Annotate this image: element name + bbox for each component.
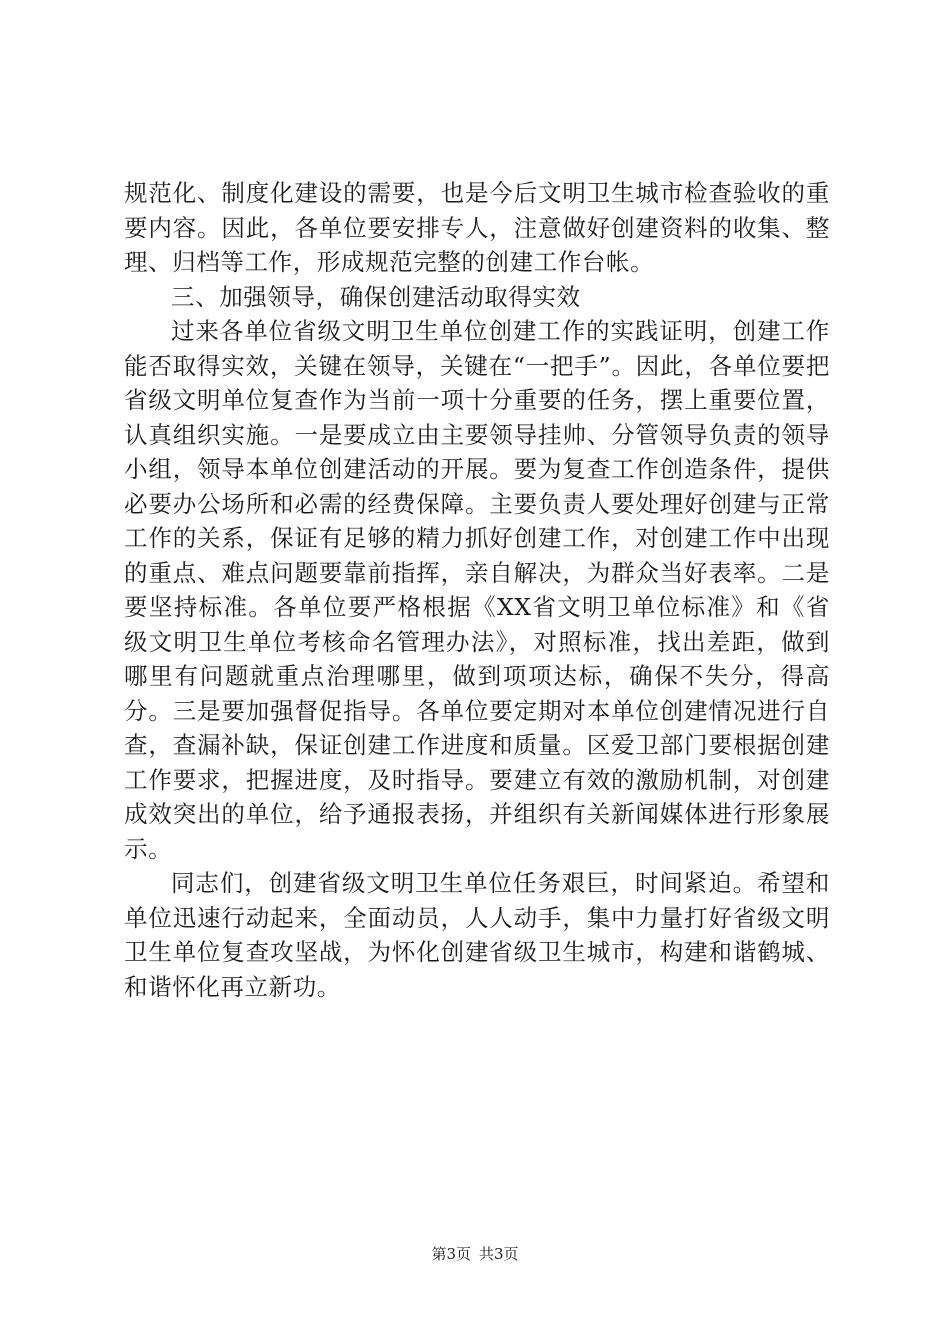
paragraph-continuation: 规范化、制度化建设的需要，也是今后文明卫生城市检查验收的重要内容。因此，各单位要安排专人，注意做好创建资料的收集、整理、归档等工作，形成规范完整的创建工作台帐。: [124, 179, 830, 276]
paragraph-leadership: 过来各单位省级文明卫生单位创建工作的实践证明，创建工作能否取得实效，关键在领导，关键在“一把手”。因此，各单位要把省级文明单位复查作为当前一项十分重要的任务，摆上重要位置，认真组织实施。一是要成立由主要领导挂帅、分管领导负责的领导小组，领导本单位创建活动的开展。要为复查工作创造条件，提供必要办公场所和必需的经费保障。主要负责人要处理好创建与正常工作的关系，保证有足够的精力抓好创建工作，对创建工作中出现的重点、难点问题要靠前指挥，亲自解决，为群众当好表率。二是要坚持标准。各单位要严格根据《XX省文明卫单位标准》和《省级文明卫生单位考核命名管理办法》，对照标准，找出差距，做到哪里有问题就重点治理哪里，做到项项达标，确保不失分，得高分。三是要加强督促指导。各单位要定期对本单位创建情况进行自查，查漏补缺，保证创建工作进度和质量。区爱卫部门要根据创建工作要求，把握进度，及时指导。要建立有效的激励机制，对创建成效突出的单位，给予通报表扬，并组织有关新闻媒体进行形象展示。: [124, 317, 830, 863]
total-pages: 共3页: [479, 1245, 519, 1263]
page-footer: [0, 1244, 950, 1264]
paragraph-closing: 同志们，创建省级文明卫生单位任务艰巨，时间紧迫。希望和单位迅速行动起来，全面动员，人人动手，集中力量打好省级文明卫生单位复查攻坚战，为怀化创建省级卫生城市，构建和谐鹤城、和谐怀化再立新功。: [124, 869, 830, 1001]
document-body: [124, 176, 830, 1004]
section-heading: 三、加强领导，确保创建活动取得实效: [171, 282, 581, 311]
page-number: 第3页: [431, 1245, 471, 1263]
